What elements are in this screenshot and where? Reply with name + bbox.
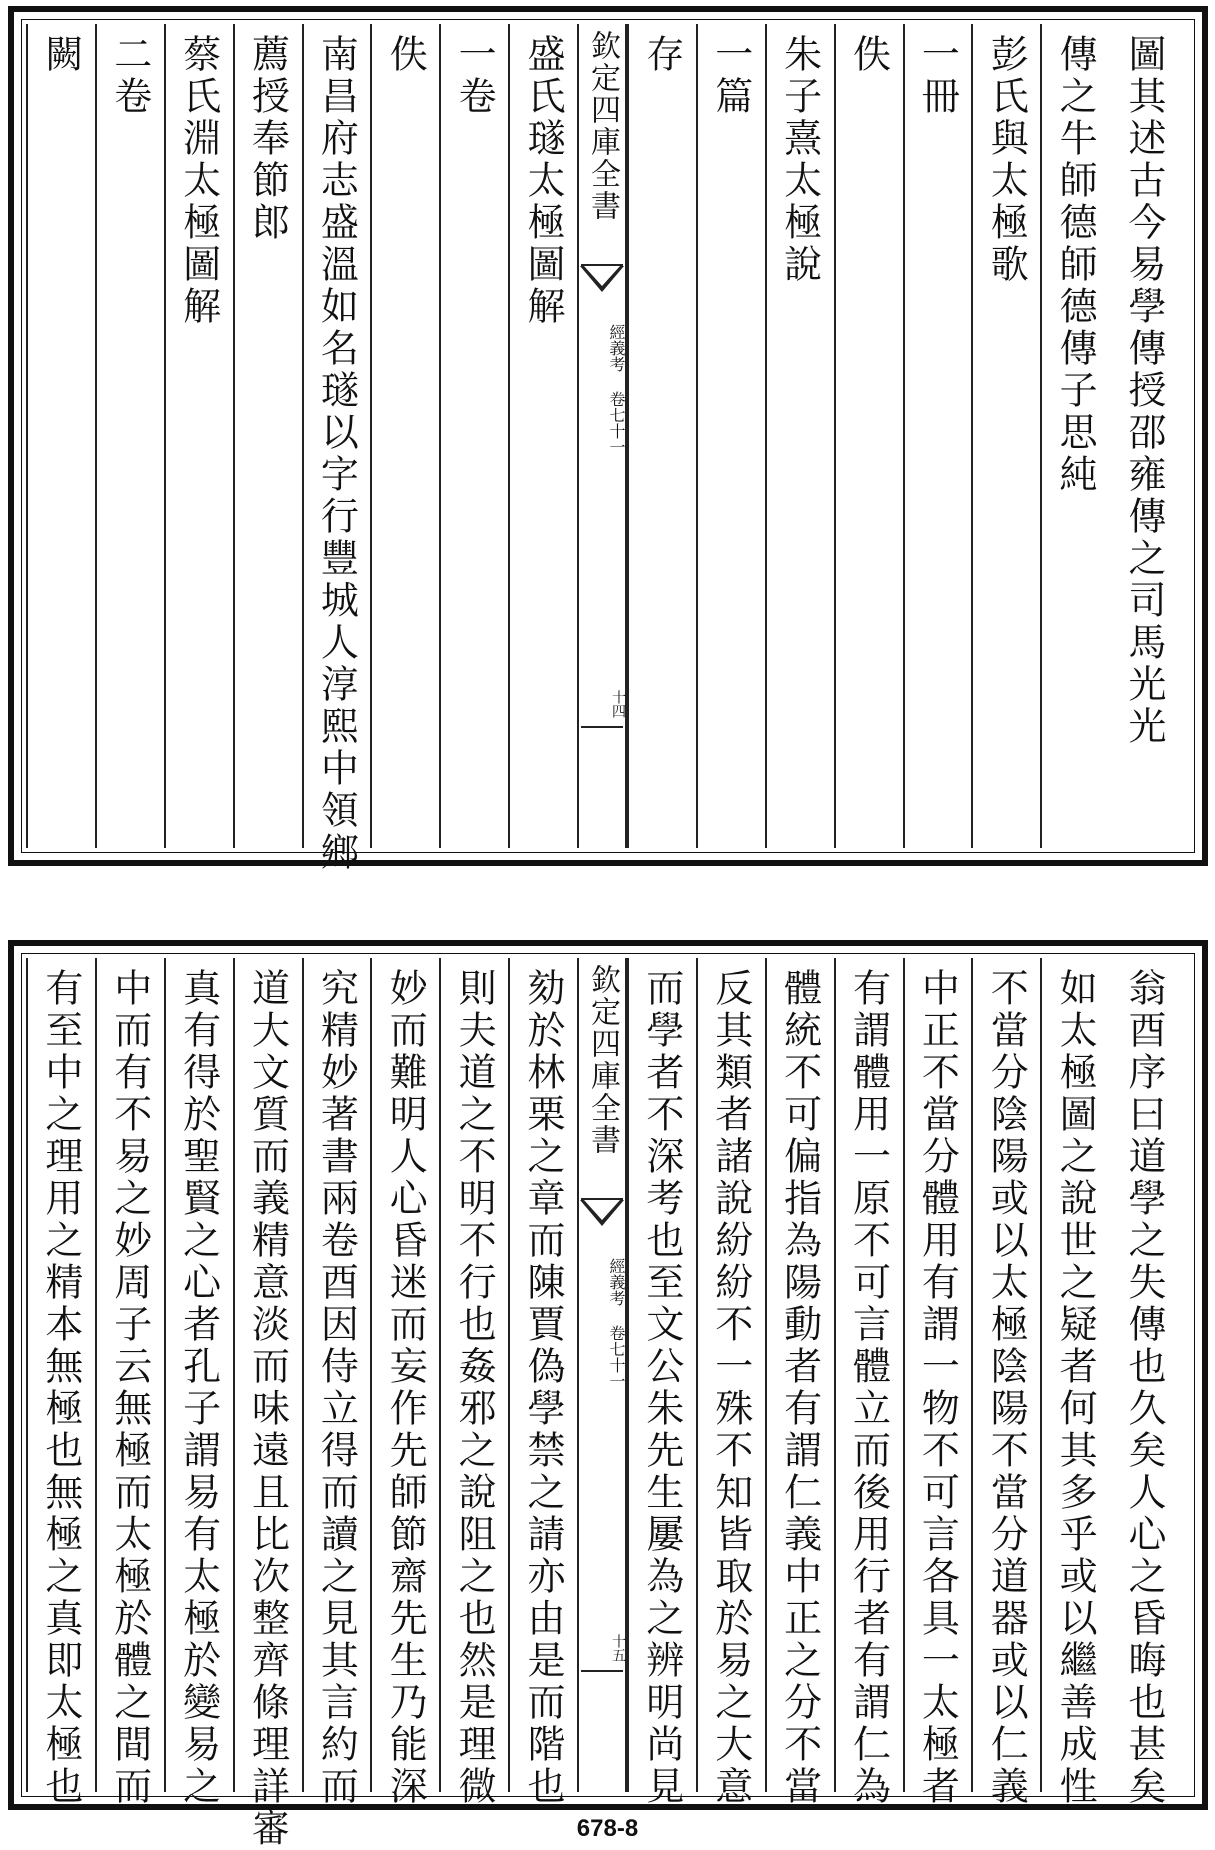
column-text: 一冊: [915, 34, 960, 118]
text-column: [627, 24, 696, 848]
spine-divider: [581, 1670, 623, 1672]
center-spine: [577, 958, 627, 1792]
page-footer-number: 678-8: [576, 1815, 639, 1842]
column-text: 佚: [383, 34, 428, 76]
column-text: 蔡氏淵太極圖解: [176, 34, 221, 328]
column-text: 有至中之理用之精本無極也無極之真即太極也: [38, 968, 83, 1808]
text-column: [302, 24, 371, 874]
text-column: [903, 958, 972, 1808]
column-text: 翁酉序曰道學之失傳也久矣人心之昏晦也甚矣: [1122, 968, 1166, 1808]
text-column: [627, 958, 696, 1808]
text-column: [971, 958, 1040, 1808]
text-column: [26, 24, 95, 848]
column-text: 中而有不易之妙周子云無極而太極於體之間而: [107, 968, 152, 1808]
text-column: [696, 958, 765, 1808]
column-text: 闕: [38, 34, 83, 76]
spine-title: 欽定四庫全書: [585, 30, 620, 222]
text-column: [834, 958, 903, 1808]
text-column: [834, 24, 903, 848]
column-text: 體統不可偏指為陽動者有謂仁義中正之分不當: [777, 968, 822, 1808]
text-column: [1040, 958, 1109, 1808]
top-columns: [26, 24, 1190, 874]
fish-tail-mark: [581, 264, 623, 306]
spine-title: 欽定四庫全書: [585, 964, 620, 1156]
column-text: 圖其述古今易學傳授邵雍傳之司馬光光: [1122, 34, 1166, 748]
text-column: [508, 24, 577, 848]
text-column: [164, 958, 233, 1808]
spine-divider: [581, 726, 623, 728]
column-text: 而學者不深考也至文公朱先生屢為之辨明尚見: [639, 968, 684, 1808]
spine-volume-label: 經義考 卷七十一: [607, 1258, 626, 1389]
column-text: 傳之牛師德師德傳子思純: [1053, 34, 1098, 496]
text-column: [95, 24, 164, 848]
column-text: 不當分陰陽或以太極陰陽不當分道器或以仁義: [984, 968, 1029, 1808]
column-text: 則夫道之不明不行也姦邪之說阻之也然是理微: [452, 968, 497, 1808]
text-column: [26, 958, 95, 1808]
column-text: 二卷: [107, 34, 152, 118]
column-text: 究精妙著書兩卷酉因侍立得而讀之見其言約而: [314, 968, 359, 1808]
text-column: [233, 24, 302, 848]
text-column: [971, 24, 1040, 848]
fish-tail-mark: [581, 1198, 623, 1240]
text-column: [508, 958, 577, 1808]
text-column: [439, 958, 508, 1808]
spine-volume-label: 經義考 卷七十一: [607, 324, 626, 455]
column-text: 有謂體用一原不可言體立而後用行者有謂仁為: [846, 968, 891, 1808]
text-column: [439, 24, 508, 848]
text-column: [696, 24, 765, 848]
text-column: [164, 24, 233, 848]
top-page: [8, 6, 1208, 874]
column-text: 一篇: [708, 34, 753, 118]
column-text: 中正不當分體用有謂一物不可言各具一太極者: [915, 968, 960, 1808]
column-text: 薦授奉節郎: [245, 34, 290, 244]
text-column: [903, 24, 972, 848]
column-text: 存: [639, 34, 684, 76]
text-column: [233, 958, 302, 1850]
text-column: [370, 958, 439, 1808]
text-column: [1040, 24, 1109, 848]
spine-page-number: 十四: [610, 690, 626, 718]
text-column: [765, 24, 834, 848]
center-spine: [577, 24, 627, 848]
text-column: [1109, 958, 1178, 1808]
text-column: [95, 958, 164, 1808]
text-column: [302, 958, 371, 1808]
column-text: 南昌府志盛溫如名璲以字行豐城人淳熙中領鄉: [314, 34, 359, 874]
column-text: 盛氏璲太極圖解: [521, 34, 565, 328]
spine-page-number: 十五: [610, 1634, 626, 1662]
column-text: 妙而難明人心昏迷而妄作先師節齋先生乃能深: [383, 968, 428, 1808]
column-text: 道大文質而義精意淡而味遠且比次整齊條理詳審: [245, 968, 290, 1850]
column-text: 一卷: [452, 34, 497, 118]
text-column: [370, 24, 439, 848]
text-column: [1109, 24, 1178, 848]
column-text: 真有得於聖賢之心者孔子謂易有太極於變易之: [176, 968, 221, 1808]
column-text: 如太極圖之說世之疑者何其多乎或以繼善成性: [1053, 968, 1098, 1808]
column-text: 劾於林栗之章而陳賈偽學禁之請亦由是而階也: [521, 968, 565, 1808]
column-text: 反其類者諸說紛紛不一殊不知皆取於易之大意: [708, 968, 753, 1808]
column-text: 朱子熹太極說: [777, 34, 822, 286]
text-column: [765, 958, 834, 1808]
column-text: 彭氏與太極歌: [984, 34, 1029, 286]
column-text: 佚: [846, 34, 891, 76]
